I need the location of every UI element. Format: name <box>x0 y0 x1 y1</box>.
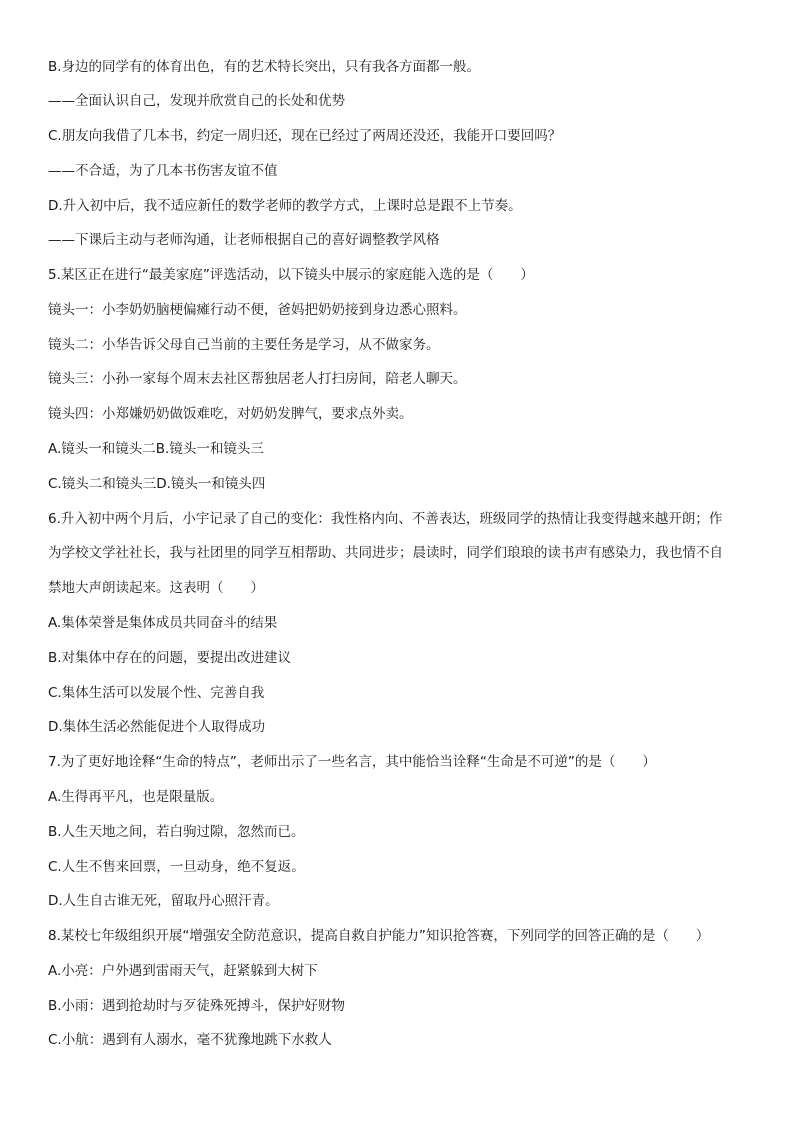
option-ab-q5: A.镜头一和镜头二B.镜头一和镜头三 <box>48 441 264 457</box>
answer-c-q4: ——不合适，为了几本书伤害友谊不值 <box>48 163 278 179</box>
option-b-q4: B.身边的同学有的体育出色，有的艺术特长突出，只有我各方面都一般。 <box>48 59 481 75</box>
answer-b-q4: ——全面认识自己，发现并欣赏自己的长处和优势 <box>48 93 345 109</box>
question-6-line-2: 为学校文学社社长，我与社团里的同学互相帮助、共同进步；晨读时，同学们琅琅的读书声有感染力，我也情不自 <box>48 545 723 561</box>
option-d-q7: D.人生自古谁无死，留取丹心照汗青。 <box>48 893 279 909</box>
scene-1: 镜头一：小李奶奶脑梗偏瘫行动不便，爸妈把奶奶接到身边悉心照料。 <box>48 302 467 318</box>
option-d-q6: D.集体生活必然能促进个人取得成功 <box>48 719 266 735</box>
option-c-q6: C.集体生活可以发展个性、完善自我 <box>48 685 265 701</box>
question-5: 5.某区正在进行“最美家庭”评选活动，以下镜头中展示的家庭能入选的是（ ） <box>48 267 534 283</box>
question-7: 7.为了更好地诠释“生命的特点”，老师出示了一些名言，其中能恰当诠释“生命是不可逆”的是（ ） <box>48 754 656 770</box>
option-c-q8: C.小航：遇到有人溺水，毫不犹豫地跳下水救人 <box>48 1032 332 1048</box>
option-a-q8: A.小亮：户外遇到雷雨天气，赶紧躲到大树下 <box>48 963 318 979</box>
option-a-q6: A.集体荣誉是集体成员共同奋斗的结果 <box>48 615 278 631</box>
question-6-line-1: 6.升入初中两个月后，小宇记录了自己的变化：我性格内向、不善表达，班级同学的热情让我变得越来越开朗；作 <box>48 511 723 527</box>
answer-d-q4: ——下课后主动与老师沟通，让老师根据自己的喜好调整教学风格 <box>48 232 440 248</box>
question-8: 8.某校七年级组织开展“增强安全防范意识，提高自救自护能力”知识抢答赛，下列同学的回答正确的是（ ） <box>48 928 710 944</box>
scene-4: 镜头四：小郑嫌奶奶做饭难吃，对奶奶发脾气，要求点外卖。 <box>48 406 413 422</box>
option-d-q4: D.升入初中后，我不适应新任的数学老师的教学方式，上课时总是跟不上节奏。 <box>48 198 522 214</box>
option-b-q8: B.小雨：遇到抢劫时与歹徒殊死搏斗，保护好财物 <box>48 998 346 1014</box>
option-cd-q5: C.镜头二和镜头三D.镜头一和镜头四 <box>48 476 266 492</box>
option-c-q7: C.人生不售来回票，一旦动身，绝不复返。 <box>48 859 305 875</box>
option-c-q4: C.朋友向我借了几本书，约定一周归还，现在已经过了两周还没还，我能开口要回吗？ <box>48 128 562 144</box>
option-b-q6: B.对集体中存在的问题，要提出改进建议 <box>48 650 292 666</box>
option-b-q7: B.人生天地之间，若白驹过隙，忽然而已。 <box>48 824 305 840</box>
scene-2: 镜头二：小华告诉父母自己当前的主要任务是学习，从不做家务。 <box>48 337 440 353</box>
option-a-q7: A.生得再平凡，也是限量版。 <box>48 789 224 805</box>
question-6-line-3: 禁地大声朗读起来。这表明（ ） <box>48 580 264 596</box>
scene-3: 镜头三：小孙一家每个周末去社区帮独居老人打扫房间，陪老人聊天。 <box>48 371 467 387</box>
